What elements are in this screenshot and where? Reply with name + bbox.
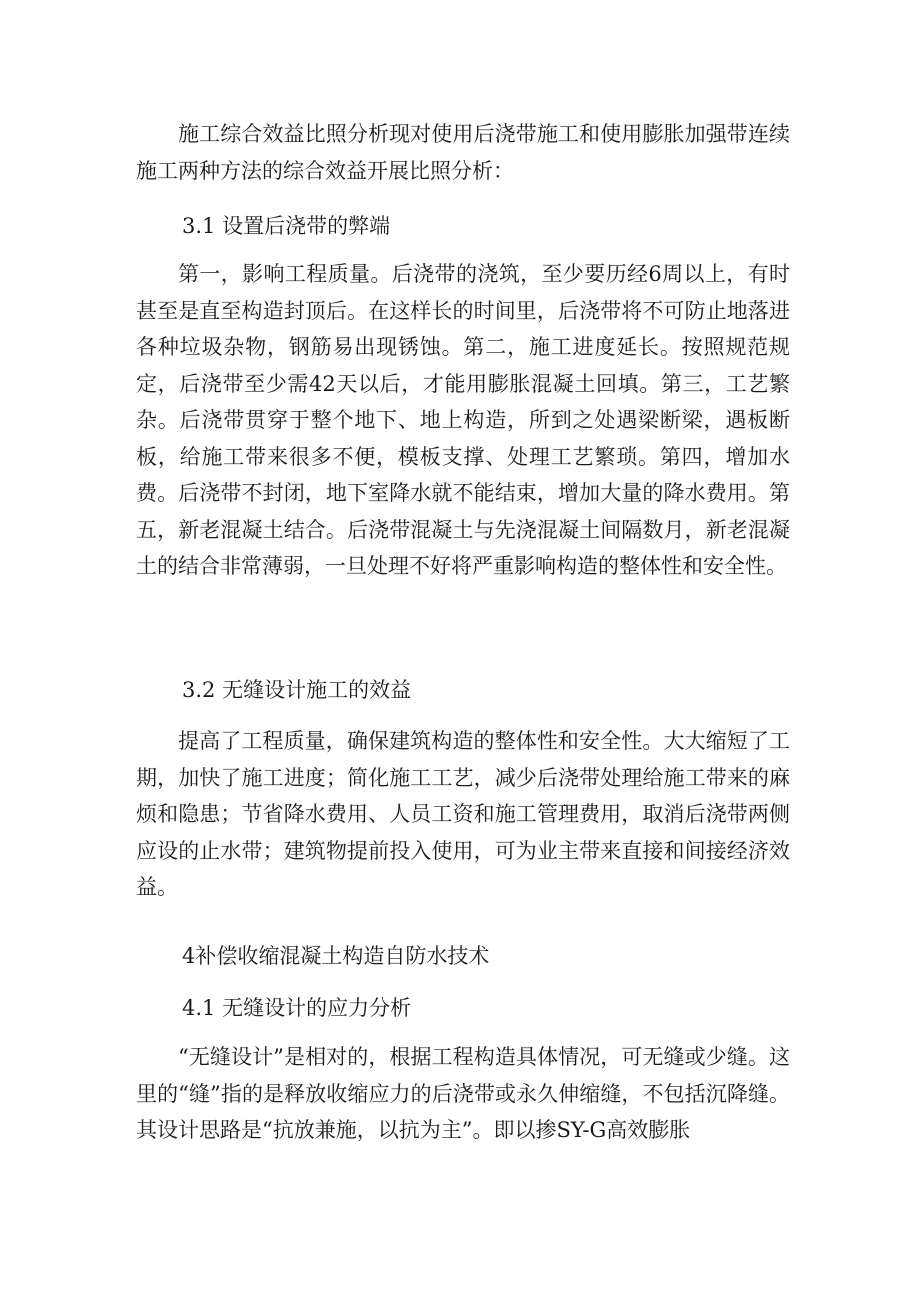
section-3-1-body: 第一，影响工程质量。后浇带的浇筑，至少要历经6周以上，有时甚至是直至构造封顶后。在这样长的时间里，后浇带将不可防止地落进各种垃圾杂物，钢筋易出现锈蚀。第二，施工进度延长。按照规范规定，后浇带至少需42天以后，才能用膨胀混凝土回填。第三，工艺繁杂。后浇带贯穿于整个地下、地上构造，所到之处遇梁断梁，遇板断板，给施工带来很多不便，模板支撑、处理工艺繁琐。第四，增加水费。后浇带不封闭，地下室降水就不能结束，增加大量的降水费用。第五，新老混凝土结合。后浇带混凝土与先浇混凝土间隔数月，新老混凝土的结合非常薄弱，一旦处理不好将严重影响构造的整体性和安全性。 [136, 262, 790, 578]
section-3-2-heading: 3.2 无缝设计施工的效益 [182, 678, 412, 702]
section-3-1-heading: 3.1 设置后浇带的弊端 [182, 214, 391, 238]
intro-paragraph: 施工综合效益比照分析现对使用后浇带施工和使用膨胀加强带连续施工两种方法的综合效益开展比照分析： [136, 122, 790, 183]
section-4-heading: 4补偿收缩混凝土构造自防水技术 [182, 944, 490, 968]
section-3-2-body: 提高了工程质量，确保建筑构造的整体性和安全性。大大缩短了工期，加快了施工进度；简化施工工艺，减少后浇带处理给施工带来的麻烦和隐患；节省降水费用、人员工资和施工管理费用，取消后浇带两侧应设的止水带；建筑物提前投入使用，可为业主带来直接和间接经济效益。 [136, 729, 790, 899]
section-4-1-heading: 4.1 无缝设计的应力分析 [182, 996, 412, 1020]
section-4-1-body: “无缝设计”是相对的，根据工程构造具体情况，可无缝或少缝。这里的“缝”指的是释放收缩应力的后浇带或永久伸缩缝，不包括沉降缝。其设计思路是“抗放兼施，以抗为主”。即以掺SY-G高效膨胀 [136, 1045, 790, 1142]
